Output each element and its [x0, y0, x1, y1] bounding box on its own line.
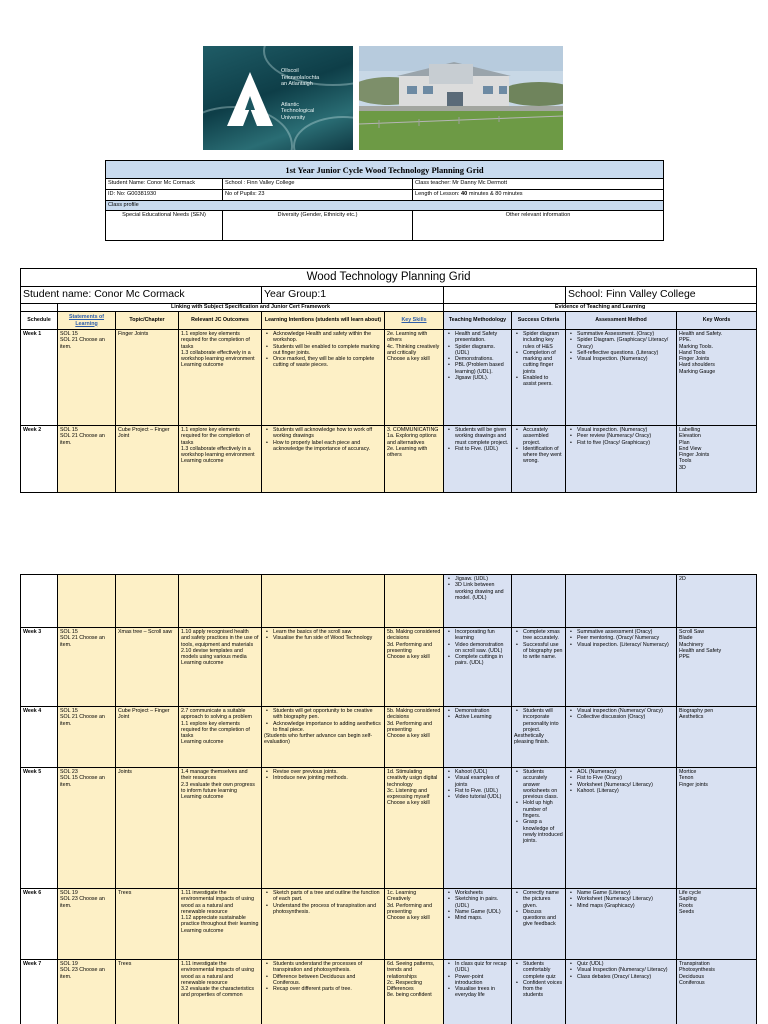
student-id-cell: ID: No: G00381930 [106, 190, 223, 201]
intentions-cell: • Students will acknowledge how to work off working drawings • How to properly label each piece and acknowledge the importance of accuracy. [262, 426, 385, 493]
week-label: Week 2 [21, 426, 58, 493]
methodology-cell: • In class quiz for recap (UDL) • Power-point introduction • Visualise trees in everyday life [444, 960, 512, 1024]
methodology-cell: • Incorporating fun learning • Video demonstration on scroll saw. (UDL) • Complete cuttings in pairs. (UDL) [444, 628, 512, 707]
class-profile-label: Class profile [106, 201, 664, 211]
grid-spacer [444, 287, 566, 304]
class-profile-table [105, 160, 664, 241]
skills-cell[interactable]: 1d. Stimulating creativity usign digital technology 3c. Listening and expressing myself Choose a key skill [385, 768, 444, 889]
assessment-cell: • Visual inspection (Numeracy/ Oracy) • Collective discussion (Oracy) [566, 707, 677, 768]
outcomes-cell[interactable]: 2.7 communicate a suitable approach to solving a problem 1.1 explore key elements required for the completion of tasks Learning outcome [179, 707, 262, 768]
school-cell: School : Finn Valley College [223, 179, 413, 190]
schedule-header: Schedule [21, 312, 58, 330]
success-cell: • Students will incorporate personality into project. Aesthetically pleasing finish. [512, 707, 566, 768]
logo-line: Ollscoil [281, 68, 299, 74]
atu-logo-mark-icon [225, 70, 275, 128]
week-label: Week 3 [21, 628, 58, 707]
skills-cell[interactable]: 1c. Learning Creatively 3d. Performing and presenting Choose a key skill [385, 889, 444, 960]
sol-cell[interactable]: SOL 19 SOL 23 Choose an item. [58, 889, 116, 960]
intentions-cell: • Students understand the processes of transpiration and photosynthesis. • Difference between Deciduous and Coniferous. • Recap over different parts of tree. [262, 960, 385, 1024]
outcomes-cell[interactable]: 1.10 apply recognised health and safety practices in the use of tools, equipment and materials 2.10 devise templates and models using various media Learning outcome [179, 628, 262, 707]
keywords-cell: Transpiration Photosynthesis Deciduous Coniferous [677, 960, 757, 1024]
keywords-cell: Labelling Elevation Plan End View Finger Joints Tools 3D [677, 426, 757, 493]
student-name-cell: Student Name: Conor Mc Cormack [106, 179, 223, 190]
key-skills-header[interactable]: Key Skills [385, 312, 444, 330]
outcomes-cell[interactable]: 1.1 explore key elements required for the completion of tasks 1.3 collaborate effectively in a workshop learning environment Learning outcome [179, 426, 262, 493]
outcomes-cell[interactable]: 1.4 manage themselves and their resources 2.3 evaluate their own progress to inform future learning Learning outcome [179, 768, 262, 889]
week-row [21, 768, 757, 889]
intentions-cell: • Students will get opportunity to be creative with biography pen. • Acknowledge importance to adding aesthetics to final piece. (Students who further advance can begin self-evaluation) [262, 707, 385, 768]
grid-title: Wood Technology Planning Grid [21, 269, 757, 287]
methodology-cell: • Health and Safety presentation. • Spider diagrams. (UDL) • Demonstrations. • PBL (Problem based learning) (UDL). • Jigsaw (UDL). [444, 330, 512, 426]
intentions-cell: • Sketch parts of a tree and outline the function of each part. • Understand the process of transpiration and photosynthesis. [262, 889, 385, 960]
continuation-row [21, 575, 757, 628]
success-cell: • Accurately assembled project. • Identification of where they went wrong. [512, 426, 566, 493]
methodology-cell: • Kahoot (UDL) • Visual examples of joints • Fist to Five. (UDL) • Video tutorial (UDL) [444, 768, 512, 889]
week-row [21, 707, 757, 768]
assessment-cell: • Quiz (UDL) • Visual Inspection (Numeracy/ Literacy) • Class debates (Oracy/ Literacy) [566, 960, 677, 1024]
week-row [21, 889, 757, 960]
methodology-header: Teaching Methodology [444, 312, 512, 330]
evidence-header: Evidence of Teaching and Learning [444, 304, 757, 312]
lesson-length-cell: Length of Lesson: 40 minutes & 80 minutes [413, 190, 664, 201]
success-cell: • Correctly name the pictures given. • Discuss questions and give feedback [512, 889, 566, 960]
topic-cell: Joints [116, 768, 179, 889]
sol-cell[interactable]: SOL 23 SOL 15 Choose an item. [58, 768, 116, 889]
topic-header: Topic/Chapter [116, 312, 179, 330]
school-building-image [359, 46, 563, 150]
topic-cell: Xmas tree – Scroll saw [116, 628, 179, 707]
logo-wordmark [281, 68, 319, 121]
grid-blank [21, 304, 58, 312]
keywords-cell: Mortice Tenon Finger joints [677, 768, 757, 889]
keywords-cell: Biography pen Aesthetics [677, 707, 757, 768]
class-teacher-cell: Class teacher: Mr Danny Mc Dermott [413, 179, 664, 190]
week-label: Week 7 [21, 960, 58, 1024]
outcomes-cell[interactable]: 1.11 investigate the environmental impacts of using wood as a natural and renewable resource 1.12 appreciate sustainable practice throughout their learning Learning outcome [179, 889, 262, 960]
keywords-header: Key Words [677, 312, 757, 330]
outcomes-cell[interactable]: 1.1 explore key elements required for the completion of tasks 1.3 collaborate effectively in a workshop learning environment Learning outcome [179, 330, 262, 426]
diversity-cell: Diversity (Gender, Ethnicity etc.) [223, 211, 413, 241]
week-label: Week 4 [21, 707, 58, 768]
skills-cell[interactable]: 6d. Seeing patterns, trends and relationships 2c. Respecting Differences 8e. being confident [385, 960, 444, 1024]
topic-cell: Trees [116, 889, 179, 960]
grid-school: School: Finn Valley College [566, 287, 757, 304]
skills-cell[interactable]: 2e. Learning with others 4c. Thinking creatively and critically Choose a key skill [385, 330, 444, 426]
sol-cell[interactable]: SOL 15 SOL 21 Choose an item. [58, 426, 116, 493]
logo-line: Atlantic [281, 101, 300, 108]
assessment-cell: • Summative Assessment. (Oracy) • Spider Diagram. (Graphicacy/ Literacy/ Oracy) • Self-reflective questions. (Literacy) • Visual Inspection. (Numeracy) [566, 330, 677, 426]
methodology-cell: • Students will be given working drawings and must complete project. • Fist to Five. (UDL) [444, 426, 512, 493]
sol-cell[interactable]: SOL 15 SOL 21 Choose an item. [58, 330, 116, 426]
logo-line: Teicneolaíochta [281, 74, 320, 81]
grid-student-name: Student name: Conor Mc Cormack [21, 287, 262, 304]
success-cell: • Students comfortably complete quiz • Confident voices from the students [512, 960, 566, 1024]
other-info-cell: Other relevant information [413, 211, 664, 241]
profile-title: 1st Year Junior Cycle Wood Technology Planning Grid [106, 161, 664, 179]
keywords-cell: Scroll Saw Blade Machinery Health and Safety PPE [677, 628, 757, 707]
assessment-cell: • Visual inspection. (Numeracy) • Peer review (Numeracy/ Oracy) • Fist to five (Oracy/ Graphicacy) [566, 426, 677, 493]
keywords-cell: Life cycle Sapling Roots Seeds [677, 889, 757, 960]
skills-cell[interactable]: 3. COMMUNICATING 1a. Exploring options and alternatives 2e. Learning with others [385, 426, 444, 493]
intentions-cell: • Acknowledge Health and safety within the workshop. • Students will be enabled to complete marking out finger joints. • Once marked, they will be able to complete cutting of waste pieces. [262, 330, 385, 426]
topic-cell: Finger Joints [116, 330, 179, 426]
keywords-cell: 2D [677, 575, 757, 628]
topic-cell: Cube Project – Finger Joint [116, 426, 179, 493]
logo-line: an Atlantaigh [281, 81, 313, 87]
intentions-cell: • Revise over previous joints. • Introduce new jointing methods. [262, 768, 385, 889]
keywords-cell: Health and Safety. PPE. Marking Tools. Hand Tools Finger Joints Hard shoulders Marking Gauge [677, 330, 757, 426]
week-row [21, 960, 757, 1024]
intentions-header: Learning Intentions (students will learn about) [262, 312, 385, 330]
wave-decoration [293, 116, 353, 150]
logo-line: University [281, 114, 306, 121]
topic-cell: Cube Project – Finger Joint [116, 707, 179, 768]
sol-header[interactable]: Statements of Learning [58, 312, 116, 330]
grid-year-group: Year Group:1 [262, 287, 444, 304]
outcomes-cell[interactable]: 1.11 investigate the environmental impacts of using wood as a natural and renewable resource 3.2 evaluate the characteristics and properties of common [179, 960, 262, 1024]
sol-cell[interactable]: SOL 15 SOL 21 Choose an item. [58, 707, 116, 768]
week-row [21, 330, 757, 426]
week-label: Week 5 [21, 768, 58, 889]
planning-grid-page-1 [20, 268, 757, 493]
assessment-cell: • Summative assessment (Oracy) • Peer mentoring. (Oracy/ Numeracy • Visual inspection. (Literacy/ Numeracy) [566, 628, 677, 707]
outcomes-header: Relevant JC Outcomes [179, 312, 262, 330]
methodology-cell: • Jigsaw. (UDL) • 3D Link between working drawing and model. (UDL) [444, 575, 512, 628]
success-cell: • Spider diagram including key rules of H&S • Completion of marking and cutting finger joints • Enabled to assist peers. [512, 330, 566, 426]
topic-cell: Trees [116, 960, 179, 1024]
assessment-cell: • AOL (Numeracy) • Fist to Five (Oracy) • Worksheet (Numeracy/ Literacy) • Kahoot. (Literacy) [566, 768, 677, 889]
skills-cell[interactable]: 5b. Making considered decisions 3d. Performing and presenting Choose a key skill [385, 707, 444, 768]
sol-cell[interactable]: SOL 19 SOL 23 Choose an item. [58, 960, 116, 1024]
success-cell: • Students accurately answer worksheets on previous class. • Hold up high number of fingers. • Grasp a knowledge of newly introduced joints. [512, 768, 566, 889]
week-row [21, 628, 757, 707]
sol-cell[interactable]: SOL 15 SOL 21 Choose an item. [58, 628, 116, 707]
methodology-cell: • Demonstration • Active Learning [444, 707, 512, 768]
week-row [21, 426, 757, 493]
skills-cell[interactable]: 5b. Making considered decisions 3d. Performing and presenting Choose a key skill [385, 628, 444, 707]
intentions-cell: • Learn the basics of the scroll saw • Visualise the fun side of Wood Technology [262, 628, 385, 707]
planning-grid-page-2 [20, 574, 757, 1024]
logo-line: Technological [281, 108, 315, 114]
school-photo [359, 46, 563, 150]
week-label: Week 6 [21, 889, 58, 960]
success-cell: • Complete xmas tree accurately. • Successful use of biography pen to write name. [512, 628, 566, 707]
success-header: Success Criteria [512, 312, 566, 330]
sen-cell: Special Educational Needs (SEN) [106, 211, 223, 241]
assessment-header: Assessment Method [566, 312, 677, 330]
linking-header: Linking with Subject Specification and Junior Cert Framework [58, 304, 444, 312]
methodology-cell: • Worksheets • Sketching in pairs. (UDL) • Name Game (UDL) • Mind maps. [444, 889, 512, 960]
pupils-cell: No of Pupils: 23 [223, 190, 413, 201]
assessment-cell: • Name Game (Literacy) • Worksheet (Numeracy/ Literacy) • Mind maps (Graphicacy) [566, 889, 677, 960]
university-logo [203, 46, 353, 150]
week-label: Week 1 [21, 330, 58, 426]
